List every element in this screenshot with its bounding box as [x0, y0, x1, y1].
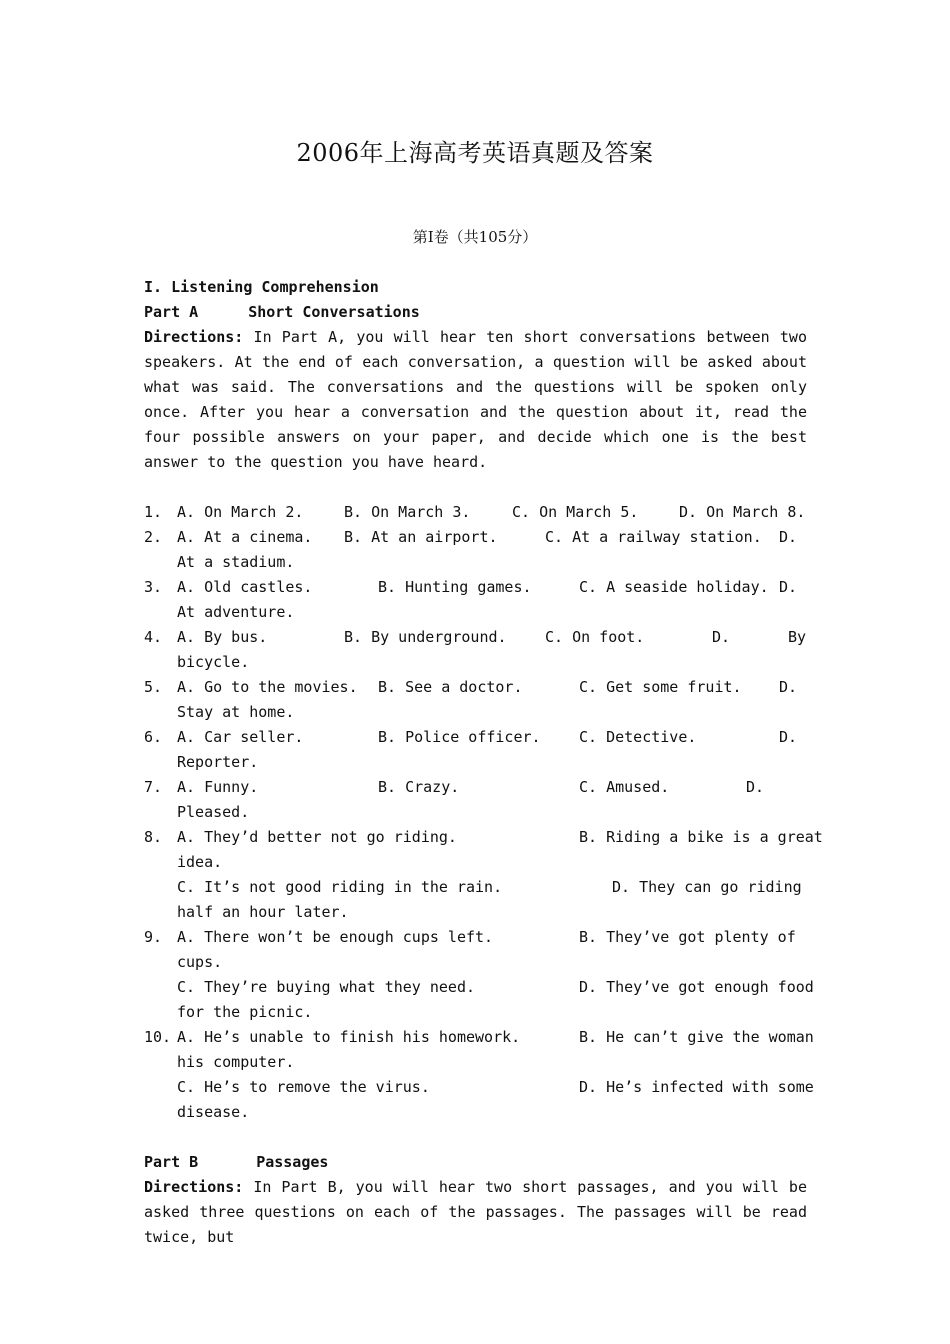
page-title: 2006年上海高考英语真题及答案 [296, 139, 654, 167]
q8-continuation-b: idea. [177, 853, 223, 871]
q10-option-c: C. He’s to remove the virus. [177, 1078, 430, 1096]
part-b-heading: Part B Passages [144, 1153, 329, 1171]
q5-option-c: C. Get some fruit. [579, 678, 742, 696]
q2-option-b: B. At an airport. [344, 528, 498, 546]
q1-option-c: C. On March 5. [512, 503, 639, 521]
q2-option-c: C. At a railway station. [545, 528, 762, 546]
q5-option-a: A. Go to the movies. [177, 678, 358, 696]
q5-continuation: Stay at home. [177, 703, 295, 721]
question-2: 2. A. At a cinema. B. At an airport. C. At a railway station. D. At a stadium. [144, 525, 807, 575]
q1-option-d: D. On March 8. [679, 503, 806, 521]
q5-option-d: D. [779, 678, 798, 696]
q9-option-a: A. There won’t be enough cups left. [177, 928, 494, 946]
question-7: 7. A. Funny. B. Crazy. C. Amused. D. Pleased. [144, 775, 807, 825]
q7-continuation: Pleased. [177, 803, 250, 821]
q10-continuation-b: his computer. [177, 1053, 295, 1071]
question-10: 10. A. He’s unable to finish his homework. B. He can’t give the woman his computer. C. He’s to remove the virus. D. He’s infected with some disease. [144, 1025, 807, 1125]
q9-continuation-d: for the picnic. [177, 1003, 313, 1021]
q6-option-b: B. Police officer. [378, 728, 541, 746]
question-3: 3. A. Old castles. B. Hunting games. C. A seaside holiday. D. At adventure. [144, 575, 807, 625]
question-8: 8. A. They’d better not go riding. B. Riding a bike is a great idea. C. It’s not good riding in the rain. D. They can go riding half an hour later. [144, 825, 807, 925]
q4-option-d-text: By [788, 628, 807, 646]
q2-option-d: D. [779, 528, 798, 546]
q6-option-a: A. Car seller. [177, 728, 304, 746]
q9-option-b: B. They’ve got plenty of [579, 928, 796, 946]
q3-option-c: C. A seaside holiday. [579, 578, 769, 596]
document-content [144, 275, 823, 1250]
q7-option-a: A. Funny. [177, 778, 259, 796]
q6-continuation: Reporter. [177, 753, 259, 771]
q1-option-b: B. On March 3. [344, 503, 471, 521]
part-a-heading: Part A Short Conversations [144, 303, 420, 321]
q8-option-c: C. It’s not good riding in the rain. [177, 878, 503, 896]
q6-option-c: C. Detective. [579, 728, 697, 746]
q3-option-a: A. Old castles. [177, 578, 313, 596]
q2-continuation: At a stadium. [177, 553, 295, 571]
q10-option-b: B. He can’t give the woman [579, 1028, 814, 1046]
q6-option-d: D. [779, 728, 798, 746]
q7-option-b: B. Crazy. [378, 778, 460, 796]
q8-option-a: A. They’d better not go riding. [177, 828, 457, 846]
q10-option-a: A. He’s unable to finish his homework. [177, 1028, 521, 1046]
part-b-directions: Directions: In Part B, you will hear two short passages, and you will be asked three questions on each of the passages. The passages will be read twice, but [144, 1178, 807, 1246]
q9-option-d: D. They’ve got enough food [579, 978, 814, 996]
question-4: 4. A. By bus. B. By underground. C. On foot. D. By bicycle. [144, 625, 807, 675]
q4-option-d: D. [712, 628, 731, 646]
question-6: 6. A. Car seller. B. Police officer. C. Detective. D. Reporter. [144, 725, 807, 775]
q8-option-b: B. Riding a bike is a great [579, 828, 823, 846]
q7-option-d: D. [746, 778, 765, 796]
q4-option-c: C. On foot. [545, 628, 645, 646]
q4-option-a: A. By bus. [177, 628, 268, 646]
section-title: I. Listening Comprehension [144, 278, 379, 296]
question-9: 9. A. There won’t be enough cups left. B. They’ve got plenty of cups. C. They’re buying what they need. D. They’ve got enough food for the picnic. [144, 925, 807, 1025]
q4-option-b: B. By underground. [344, 628, 507, 646]
q8-option-d: D. They can go riding [612, 878, 802, 896]
q9-option-c: C. They’re buying what they need. [177, 978, 476, 996]
page-subtitle: 第I卷（共105分） [412, 228, 538, 246]
q9-continuation-b: cups. [177, 953, 223, 971]
q8-continuation-d: half an hour later. [177, 903, 349, 921]
q5-option-b: B. See a doctor. [378, 678, 523, 696]
part-a-directions: Directions: In Part A, you will hear ten short conversations between two speakers. At the end of each conversation, a question will be asked about what was said. The conversations and the questions will be spoken only once. After you hear a conversation and the question about it, read the four possible answers on your paper, and decide which one is the best answer to the question you have heard. [144, 328, 807, 471]
q3-continuation: At adventure. [177, 603, 295, 621]
q1-option-a: A. On March 2. [177, 503, 304, 521]
q3-option-b: B. Hunting games. [378, 578, 532, 596]
q10-option-d: D. He’s infected with some [579, 1078, 814, 1096]
q3-option-d: D. [779, 578, 798, 596]
q2-option-a: A. At a cinema. [177, 528, 313, 546]
q4-continuation: bicycle. [177, 653, 250, 671]
question-5: 5. A. Go to the movies. B. See a doctor. C. Get some fruit. D. Stay at home. [144, 675, 807, 725]
q7-option-c: C. Amused. [579, 778, 670, 796]
question-1: 1. A. On March 2. B. On March 3. C. On March 5. D. On March 8. [144, 500, 807, 525]
q10-continuation-d: disease. [177, 1103, 250, 1121]
